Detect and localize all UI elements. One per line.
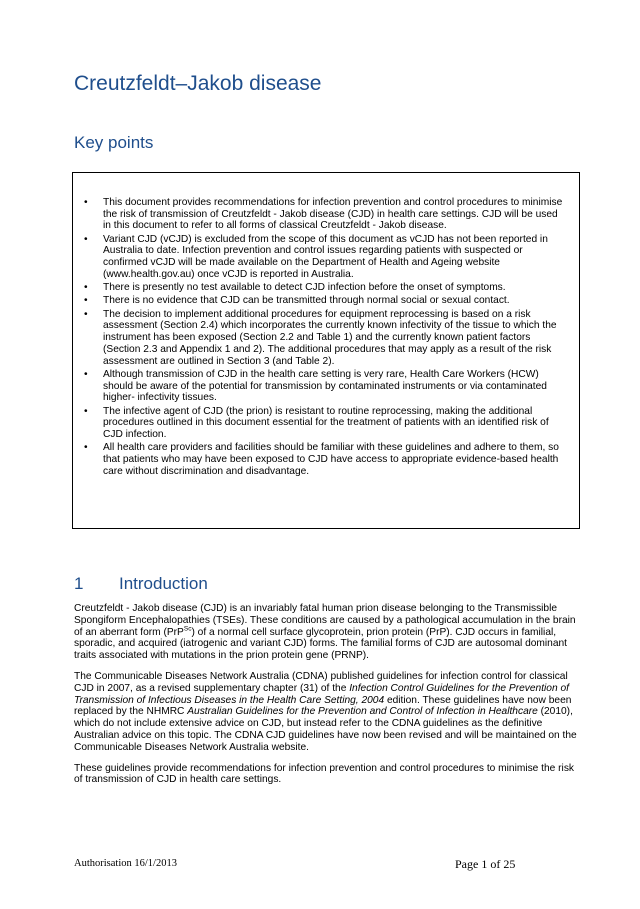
- bullet-icon: •: [84, 442, 88, 454]
- section-heading: [74, 574, 208, 594]
- key-points-list: [73, 173, 579, 477]
- section-title: Introduction: [119, 574, 208, 593]
- key-point-text: Variant CJD (vCJD) is excluded from the scope of this document as vCJD has not been reported in Australia to date. Infection prevention and control issues regarding patients with suspected or confirmed vCJD will be made available on the Department of Health and Ageing website (www.health.gov.au) once vCJD is reported in Australia.: [103, 233, 548, 280]
- key-point-text: There is presently no test available to detect CJD infection before the onset of symptoms.: [103, 282, 506, 294]
- key-point-text: The decision to implement additional procedures for equipment reprocessing is based on a risk assessment (Section 2.4) which incorporates the currently known infectivity of the tissue to which the instrument has been exposed (Section 2.2 and Table 1) and the currently known patient factors (Section 2.3 and Appendix 1 and 2). The additional procedures that may apply as a result of the risk assessment are outlined in Section 3 (and Table 2).: [103, 308, 557, 367]
- bullet-icon: •: [84, 197, 88, 208]
- intro-paragraph-1: Creutzfeldt - Jakob disease (CJD) is an invariably fatal human prion disease belonging to the Transmissible Spongiform Encephalopathies (TSEs). These conditions are caused by a pathological accumulation in the brain of an aberrant form (PrP$^{Sc}$) of a normal cell surface glycoprotein, prion protein (PrP). CJD occurs in familial, sporadic, and acquired (iatrogenic and variant CJD) forms. The familial forms of CJD are autosomal dominant traits associated with mutations in the prion protein gene (PRNP).: [74, 603, 576, 662]
- key-point-item: [73, 442, 567, 477]
- key-point-item: [73, 197, 567, 232]
- key-point-text: This document provides recommendations for infection prevention and control procedures to minimise the risk of transmission of Creutzfeldt - Jakob disease (CJD) in health care settings. CJD will be used in this document to refer to all forms of classical Creutzfeldt - Jakob disease.: [103, 197, 563, 232]
- bullet-icon: •: [84, 295, 88, 307]
- bullet-icon: •: [84, 405, 88, 417]
- key-point-text: The infective agent of CJD (the prion) is resistant to routine reprocessing, making the additional procedures outlined in this document essential for the treatment of patients with an identified risk of CJD infection.: [103, 405, 549, 440]
- key-point-text: There is no evidence that CJD can be transmitted through normal social or sexual contact.: [103, 295, 510, 307]
- key-point-text: All health care providers and facilities should be familiar with these guidelines and adhere to them, so that patients who may have been exposed to CJD have access to appropriate evidence-based health care without discrimination and disadvantage.: [103, 442, 559, 477]
- key-point-text: Although transmission of CJD in the health care setting is very rare, Health Care Workers (HCW) should be aware of the potential for transmission by contaminated instruments or via contaminated higher- infectivity tissues.: [103, 368, 547, 404]
- introduction-body: [74, 603, 584, 795]
- section-number: 1: [74, 574, 84, 593]
- key-point-item: [73, 406, 567, 441]
- key-point-item: [73, 309, 567, 368]
- footer-page-number: Page 1 of 25: [455, 857, 516, 871]
- bullet-icon: •: [84, 282, 88, 294]
- intro-paragraph-3: These guidelines provide recommendations for infection prevention and control procedures to minimise the risk of transmission of CJD in health care settings.: [74, 762, 575, 786]
- document-title: Creutzfeldt–Jakob disease: [74, 72, 322, 95]
- key-point-item: [73, 295, 567, 307]
- key-points-box: [72, 172, 580, 529]
- key-point-item: [73, 234, 567, 281]
- bullet-icon: •: [84, 368, 88, 380]
- intro-paragraph-2: The Communicable Diseases Network Australia (CDNA) published guidelines for infection control for classical CJD in 2007, as a revised supplementary chapter (31) of the Infection Control Guidelines for the Prevention of Transmission of Infectious Diseases in the Health Care Setting, 2004 edition. These guidelines have now been replaced by the NHMRC Australian Guidelines for the Prevention and Control of Infection in Healthcare (2010), which do not include extensive advice on CJD, but instead refer to the CDNA guidelines as the definitive Australian advice on this topic. The CDNA CJD guidelines have now been revised and will be maintained on the Communicable Diseases Network Australia website.: [74, 670, 577, 753]
- key-points-heading: Key points: [74, 133, 154, 152]
- bullet-icon: •: [84, 308, 88, 320]
- key-point-item: [73, 369, 567, 404]
- footer-authorisation: Authorisation 16/1/2013: [74, 858, 177, 869]
- bullet-icon: •: [84, 233, 88, 245]
- key-point-item: [73, 282, 567, 294]
